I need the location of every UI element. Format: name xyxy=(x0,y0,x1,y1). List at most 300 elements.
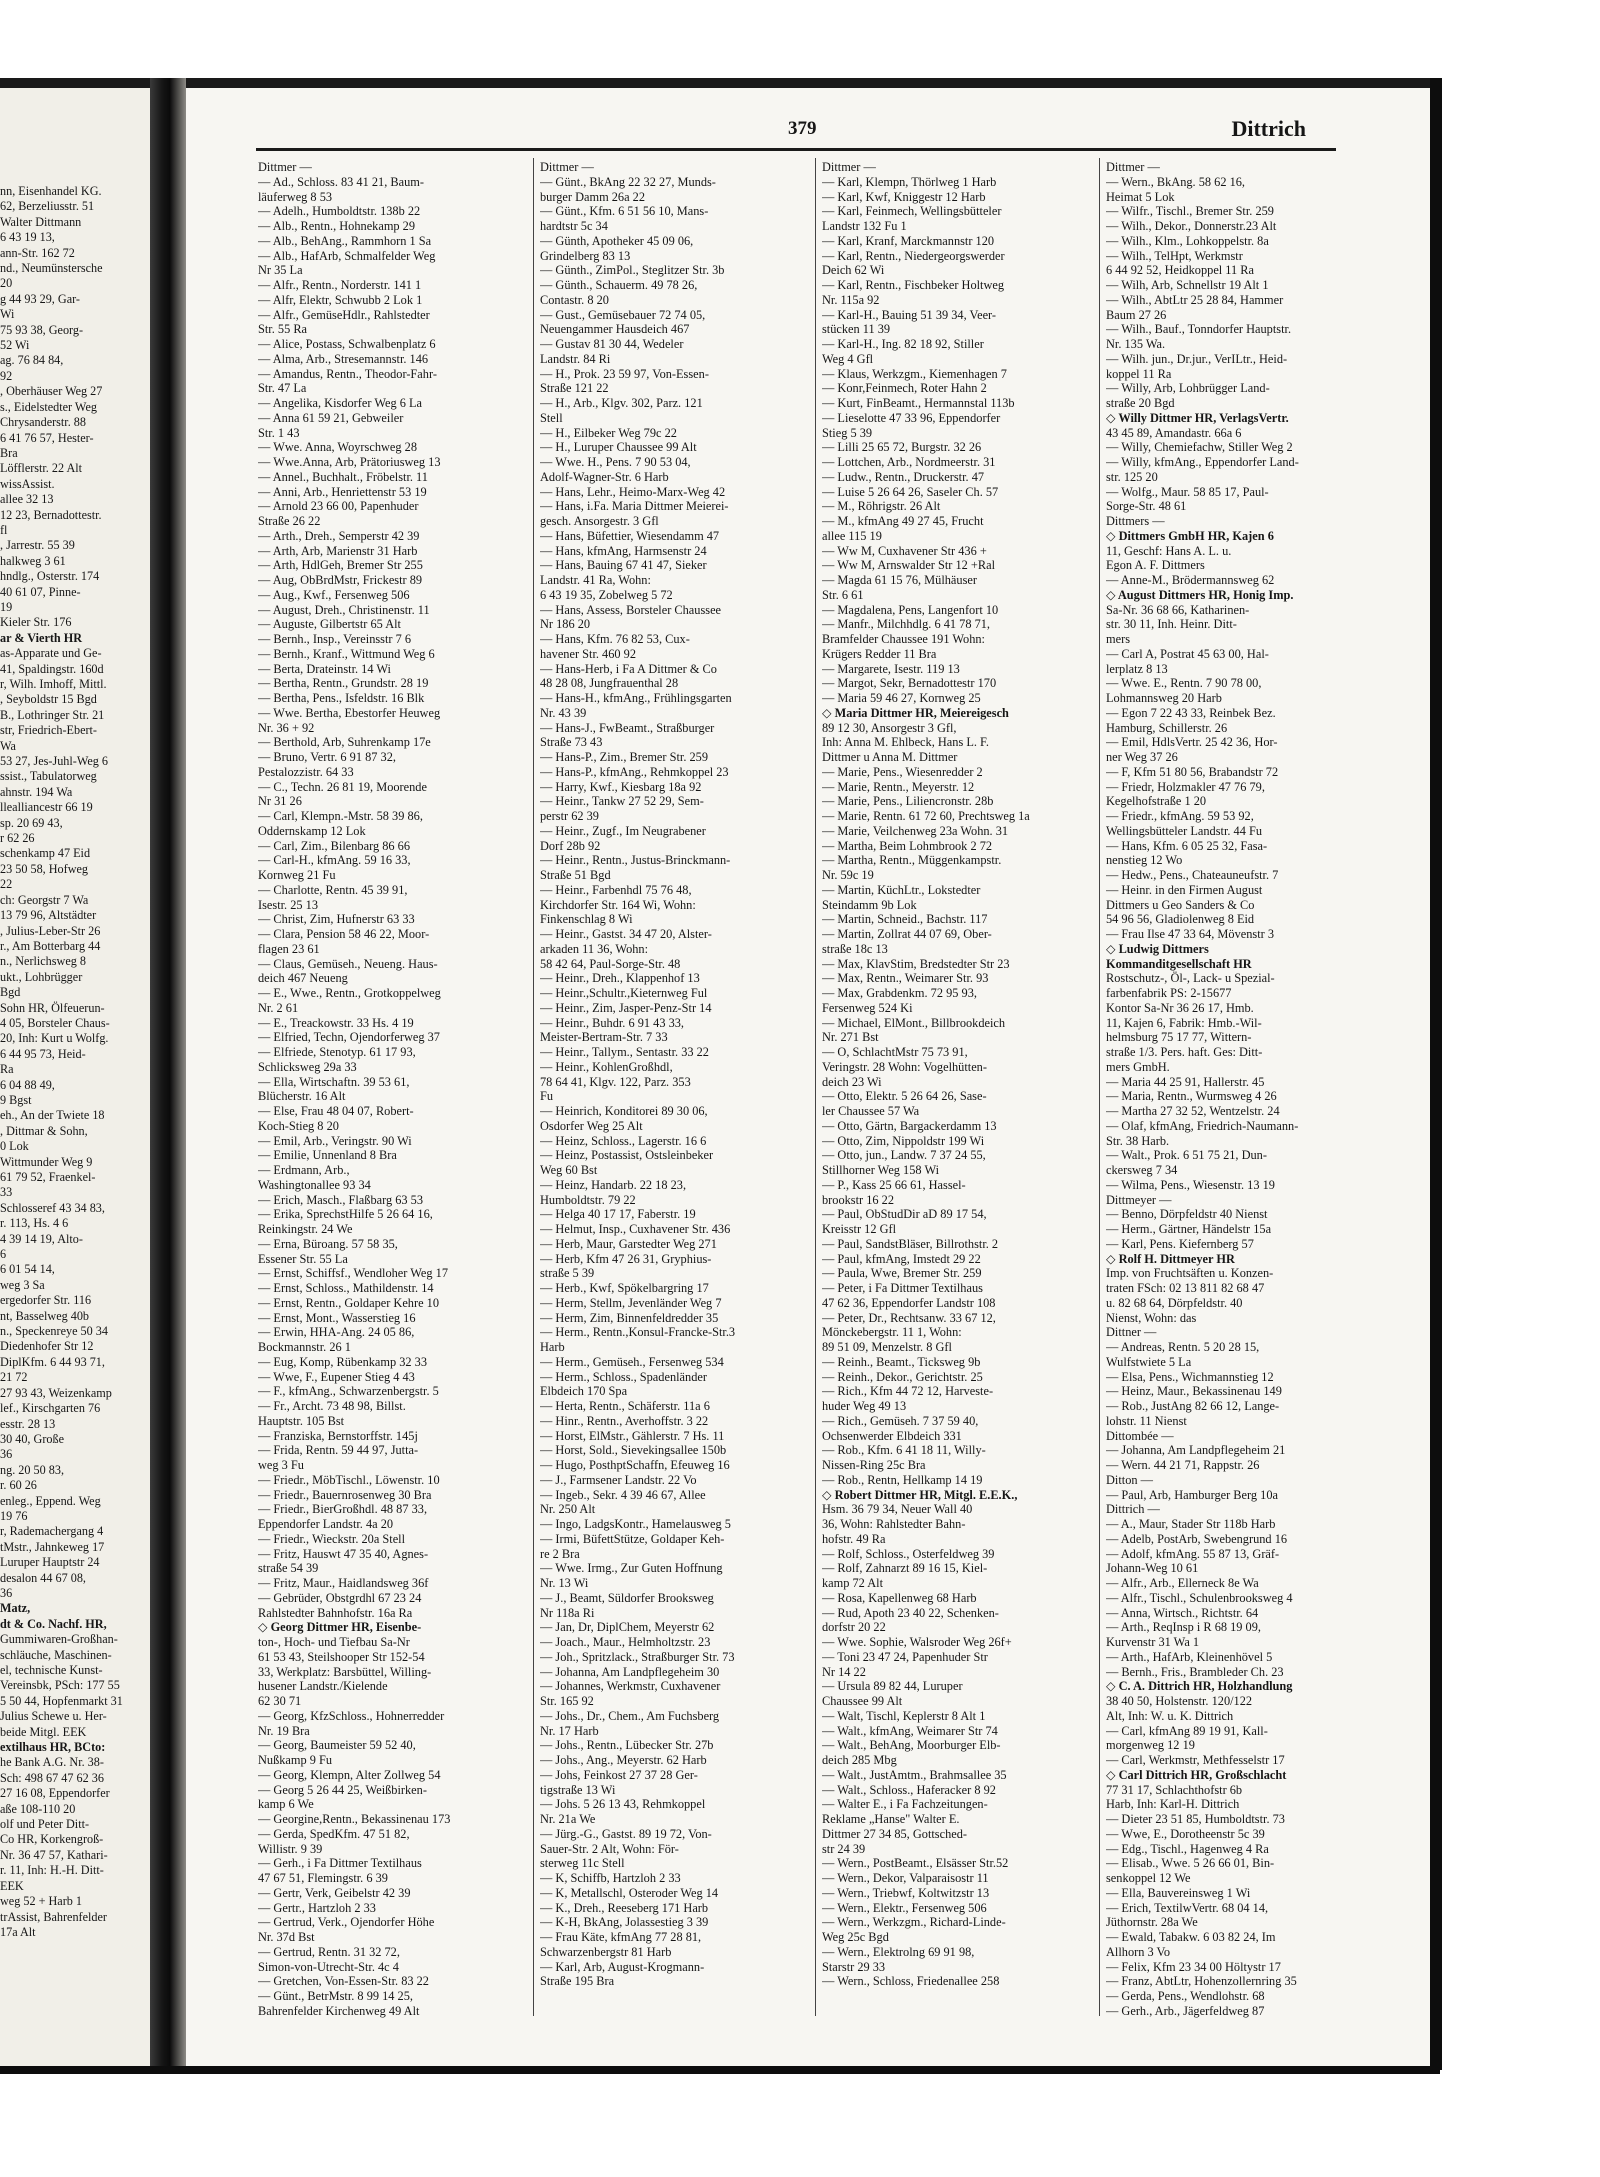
directory-entry-line: ckersweg 7 34 xyxy=(1106,1163,1178,1177)
page-number: 379 xyxy=(788,118,817,139)
directory-entry-line: — Arth, Arb, Marienstr 31 Harb xyxy=(258,543,418,558)
directory-entry-line: — Emil, Arb., Veringstr. 90 Wi xyxy=(258,1133,412,1148)
directory-entry-line: Wellingsbütteler Landstr. 44 Fu xyxy=(1106,823,1263,838)
directory-entry-line: — Carl, Werkmstr, Methfesselstr 17 xyxy=(1106,1753,1285,1767)
directory-entry-line: — Rob., Rentn, Hellkamp 14 19 xyxy=(822,1472,983,1487)
directory-entry-line: Nr. 250 Alt xyxy=(540,1502,596,1517)
directory-entry-line: — Magda 61 15 76, Mülhäuser xyxy=(822,573,977,587)
directory-entry-line: — A., Maur, Stader Str 118b Harb xyxy=(1106,1517,1276,1531)
directory-entry-line: — Wern., Triebwf, Koltwitzstr 13 xyxy=(822,1885,990,1900)
directory-entry-line: sterweg 11c Stell xyxy=(540,1856,625,1871)
directory-entry-line: — Franz, AbtLtr, Hohenzollernring 35 xyxy=(1106,1974,1297,1989)
directory-entry-line: — Johanna, Am Landpflegeheim 21 xyxy=(1106,1443,1286,1458)
directory-entry-line: traten FSch: 02 13 811 82 68 47 xyxy=(1106,1281,1265,1295)
directory-entry-line: — Heinr.,Schultr.,Kieternweg Ful xyxy=(540,986,708,1000)
directory-entry-line: Kreisstr 12 Gfl xyxy=(822,1222,897,1236)
directory-entry-line: Nr. 115a 92 xyxy=(822,292,880,307)
directory-entry-line: — Manfr., Milchhdlg. 6 41 78 71, xyxy=(822,617,991,632)
directory-entry-line: — M., kfmAng 49 27 45, Frucht xyxy=(822,514,984,528)
directory-entry-line: — Rosa, Kapellenweg 68 Harb xyxy=(822,1590,977,1605)
directory-entry-line: Wi xyxy=(0,307,15,322)
directory-entry-line: — Johs, Feinkost 27 37 28 Ger- xyxy=(540,1767,698,1782)
directory-entry-line: ch: Georgstr 7 Wa xyxy=(0,892,89,907)
directory-entry-line: — Wwe. H., Pens. 7 90 53 04, xyxy=(540,455,691,469)
directory-entry-line: — Johs. 5 26 13 43, Rehmkoppel xyxy=(540,1797,706,1812)
page-top-edge xyxy=(0,78,1440,88)
page-bottom-edge xyxy=(0,2066,1440,2074)
directory-entry-line: 5 50 44, Hopfenmarkt 31 xyxy=(0,1693,123,1708)
directory-entry-line: — Maria 44 25 91, Hallerstr. 45 xyxy=(1106,1074,1265,1089)
directory-entry-line: — Elfried, Techn, Ojendorferweg 37 xyxy=(258,1030,440,1045)
directory-entry-line: — Wwe. Sophie, Walsroder Weg 26f+ xyxy=(822,1635,1012,1649)
directory-entry-line: re 2 Bra xyxy=(540,1546,580,1561)
directory-entry-line: Ra xyxy=(0,1062,14,1077)
directory-entry-line: esstr. 28 13 xyxy=(0,1416,56,1431)
page-right-edge xyxy=(1430,78,1442,2070)
directory-entry-line: — Aug, ObBrdMstr, Frickestr 89 xyxy=(258,573,423,587)
directory-entry-line: — Margarete, Isestr. 119 13 xyxy=(822,661,960,676)
directory-entry-line: Str. 55 Ra xyxy=(258,322,308,337)
directory-entry-line: — Wern., BkAng. 58 62 16, xyxy=(1106,174,1246,189)
directory-entry-line: — Karl, Rentn., Niedergeorgswerder xyxy=(822,248,1005,263)
directory-entry-line: — Elsa, Pens., Wichmannstieg 12 xyxy=(1106,1369,1274,1384)
directory-entry-line: — Johs., Dr., Chem., Am Fuchsberg xyxy=(540,1708,720,1723)
directory-entry-line: — Christ, Zim, Hufnerstr 63 33 xyxy=(258,912,415,927)
column-divider xyxy=(815,158,816,2016)
directory-entry-line: — Friedr., Wieckstr. 20a Stell xyxy=(258,1531,406,1546)
directory-entry-line: — Ad., Schloss. 83 41 21, Baum- xyxy=(258,174,424,189)
directory-entry-line: Chaussee 99 Alt xyxy=(822,1694,903,1708)
directory-entry-line: — Wilh., AbtLtr 25 28 84, Hammer xyxy=(1106,292,1284,307)
column-2 xyxy=(540,160,812,1989)
directory-entry-line: — Wwe, E., Dorotheenstr 5c 39 xyxy=(1106,1826,1265,1841)
directory-entry-line: — Ernst, Schiffsf., Wendloher Weg 17 xyxy=(258,1266,449,1281)
directory-entry-line: Vereinsbk, PSch: 177 55 xyxy=(0,1678,120,1693)
directory-entry-line: ler Chaussee 57 Wa xyxy=(822,1104,920,1118)
directory-entry-line: — Arth., HafArb, Kleinenhövel 5 xyxy=(1106,1649,1273,1664)
directory-entry-line: — Andreas, Rentn. 5 20 28 15, xyxy=(1106,1340,1260,1354)
directory-entry-line: ◇ Rolf H. Dittmeyer HR xyxy=(1106,1251,1235,1266)
directory-entry-line: 92 xyxy=(0,368,13,383)
directory-entry-line: Bramfelder Chaussee 191 Wohn: xyxy=(822,632,985,646)
directory-entry-line: 27 93 43, Weizenkamp xyxy=(0,1385,112,1400)
directory-entry-line: — Wilfr., Tischl., Bremer Str. 259 xyxy=(1106,204,1274,219)
directory-entry-line: 21 72 xyxy=(0,1370,28,1385)
directory-entry-line: — Frida, Rentn. 59 44 97, Jutta- xyxy=(258,1443,419,1458)
directory-entry-line: 38 40 50, Holstenstr. 120/122 xyxy=(1106,1694,1253,1708)
directory-entry-line: — Paul, kfmAng, Imstedt 29 22 xyxy=(822,1251,981,1266)
directory-entry-line: — Erich, Masch., Flaßbarg 63 53 xyxy=(258,1192,424,1207)
directory-entry-line: Landstr 132 Fu 1 xyxy=(822,219,907,233)
directory-entry-line: — J., Farmsener Landstr. 22 Vo xyxy=(540,1472,697,1487)
directory-entry-line: tMstr., Jahnkeweg 17 xyxy=(0,1539,105,1554)
directory-entry-line: schläuche, Maschinen- xyxy=(0,1647,112,1662)
directory-entry-line: flagen 23 61 xyxy=(258,941,320,956)
directory-entry-line: — Fr., Archt. 73 48 98, Billst. xyxy=(258,1399,406,1413)
directory-entry-line: 23 50 58, Hofweg xyxy=(0,861,89,876)
directory-entry-line: — Alb., Rentn., Hohnekamp 29 xyxy=(258,219,416,233)
directory-entry-line: — Herm., Rentn.,Konsul-Francke-Str.3 xyxy=(540,1325,736,1340)
directory-entry-line: Fu xyxy=(540,1089,554,1104)
directory-entry-line: — Paul, SandstBläser, Billrothstr. 2 xyxy=(822,1236,999,1251)
directory-entry-line: — K., Dreh., Reeseberg 171 Harb xyxy=(540,1900,709,1915)
directory-entry-line: — Emil, HdlsVertr. 25 42 36, Hor- xyxy=(1106,735,1278,750)
directory-entry-line: nn, Eisenhandel KG. xyxy=(0,184,102,198)
directory-entry-line: — Konr,Feinmech, Roter Hahn 2 xyxy=(822,381,987,396)
directory-entry-line: — Max, Rentn., Weimarer Str. 93 xyxy=(822,971,989,986)
directory-entry-line: Elbdeich 170 Spa xyxy=(540,1384,628,1399)
directory-entry-line: , Julius-Leber-Str 26 xyxy=(0,923,101,938)
directory-entry-line: Str. 6 61 xyxy=(822,587,864,602)
directory-entry-line: — Hinr., Rentn., Averhoffstr. 3 22 xyxy=(540,1413,709,1428)
directory-entry-line: — Max, KlavStim, Bredstedter Str 23 xyxy=(822,956,1010,971)
directory-entry-line: Pestalozzistr. 64 33 xyxy=(258,764,354,779)
directory-entry-line: ergedorfer Str. 116 xyxy=(0,1293,92,1308)
directory-entry-line: eh., An der Twiete 18 xyxy=(0,1108,105,1123)
directory-entry-line: 36 xyxy=(0,1447,13,1462)
directory-entry-line: — Alice, Postass, Schwalbenplatz 6 xyxy=(258,337,436,351)
directory-entry-line: — Günth, Apotheker 45 09 06, xyxy=(540,233,694,248)
directory-entry-line: — Herm., Gärtner, Händelstr 15a xyxy=(1106,1222,1272,1236)
directory-entry-line: — Carl-H., kfmAng. 59 16 33, xyxy=(258,853,411,868)
directory-entry-line: Dittrich — xyxy=(1106,1502,1160,1517)
directory-entry-line: ◇ August Dittmers HR, Honig Imp. xyxy=(1106,587,1294,602)
directory-entry-line: — Otto, Zim, Nippoldstr 199 Wi xyxy=(822,1133,985,1148)
directory-entry-line: — Friedr., kfmAng. 59 53 92, xyxy=(1106,809,1254,823)
directory-entry-line: — Egon 7 22 43 33, Reinbek Bez. xyxy=(1106,705,1276,720)
directory-entry-line: 54 96 56, Gladiolenweg 8 Eid xyxy=(1106,912,1255,927)
column-divider xyxy=(533,158,534,2016)
directory-entry-line: — Maria, Rentn., Wurmsweg 4 26 xyxy=(1106,1089,1277,1104)
directory-entry-line: Nr 118a Ri xyxy=(540,1605,595,1620)
directory-entry-line: Julius Schewe u. Her- xyxy=(0,1709,107,1724)
directory-entry-line: Wittmunder Weg 9 xyxy=(0,1154,93,1169)
directory-entry-line: — Ww M, Arnswalder Str 12 +Ral xyxy=(822,558,996,573)
directory-entry-line: 78 64 41, Klgv. 122, Parz. 353 xyxy=(540,1074,691,1089)
directory-entry-line: — Gerh., Arb., Jägerfeldweg 87 xyxy=(1106,2003,1265,2018)
directory-entry-line: Contastr. 8 20 xyxy=(540,292,609,307)
directory-entry-line: — Georgine,Rentn., Bekassinenau 173 xyxy=(258,1812,451,1826)
directory-entry-line: Meister-Bertram-Str. 7 33 xyxy=(540,1030,668,1045)
directory-entry-line: 89 12 30, Ansorgestr 3 Gfl, xyxy=(822,720,957,735)
directory-entry-line: g 44 93 29, Gar- xyxy=(0,291,80,306)
directory-entry-line: Humboldtstr. 79 22 xyxy=(540,1192,636,1207)
directory-entry-line: 12 23, Bernadottestr. xyxy=(0,507,102,522)
directory-entry-line: — Bertha, Pens., Isfeldstr. 16 Blk xyxy=(258,691,425,705)
directory-entry-line: Nr 14 22 xyxy=(822,1664,866,1679)
directory-entry-line: as-Apparate und Ge- xyxy=(0,646,102,661)
directory-entry-line: n., Speckenreye 50 34 xyxy=(0,1324,108,1339)
directory-entry-line: — Toni 23 47 24, Papenhuder Str xyxy=(822,1649,988,1664)
directory-entry-line: 11, Geschf: Hans A. L. u. xyxy=(1106,543,1232,558)
directory-entry-line: Simon-von-Utrecht-Str. 4c 4 xyxy=(258,1959,399,1974)
directory-entry-line: — Horst, ElMstr., Gählerstr. 7 Hs. 11 xyxy=(540,1428,725,1443)
directory-entry-line: — Karl, Arb, August-Krogmann- xyxy=(540,1959,705,1974)
directory-entry-line: — Hans-J., FwBeamt., Straßburger xyxy=(540,720,715,735)
directory-entry-line: Dittner — xyxy=(1106,1325,1157,1340)
directory-entry-line: — Adolf, kfmAng. 55 87 13, Gräf- xyxy=(1106,1546,1280,1561)
directory-entry-line: — E., Treackowstr. 33 Hs. 4 19 xyxy=(258,1015,414,1030)
directory-entry-line: ssist., Tabulatorweg xyxy=(0,769,97,784)
directory-entry-line: Schlosseref 43 34 83, xyxy=(0,1200,105,1215)
directory-entry-line: Bockmannstr. 26 1 xyxy=(258,1340,351,1354)
directory-entry-line: — Karl, Rentn., Fischbeker Holtweg xyxy=(822,278,1005,292)
directory-entry-line: 19 xyxy=(0,599,13,614)
directory-entry-line: Harb, Inh: Karl-H. Dittrich xyxy=(1106,1797,1240,1812)
directory-entry-line: — Friedr., BierGroßhdl. 48 87 33, xyxy=(258,1502,428,1517)
directory-entry-line: — Eug, Komp, Rübenkamp 32 33 xyxy=(258,1354,428,1369)
directory-entry-line: — Paula, Wwe, Bremer Str. 259 xyxy=(822,1266,982,1281)
directory-entry-line: 61 79 52, Fraenkel- xyxy=(0,1170,96,1184)
directory-entry-line: — Joach., Maur., Helmholtzstr. 23 xyxy=(540,1635,711,1649)
directory-entry-line: lohstr. 11 Nienst xyxy=(1106,1413,1187,1428)
scan-top-margin xyxy=(0,0,1600,78)
directory-entry-line: — Amandus, Rentn., Theodor-Fahr- xyxy=(258,366,437,381)
directory-entry-line: — Rolf, Zahnarzt 89 16 15, Kiel- xyxy=(822,1561,988,1576)
directory-entry-line: Straße 51 Bgd xyxy=(540,868,611,882)
directory-entry-line: sp. 20 69 43, xyxy=(0,815,63,830)
column-4 xyxy=(1106,160,1378,2019)
column-divider xyxy=(1099,158,1100,2016)
directory-entry-line: läuferweg 8 53 xyxy=(258,189,333,204)
directory-entry-line: Nußkamp 9 Fu xyxy=(258,1753,333,1767)
running-head: Dittrich xyxy=(1231,116,1306,141)
directory-entry-line: — Rich., Kfm 44 72 12, Harveste- xyxy=(822,1384,994,1399)
directory-entry-line: — Auguste, Gilbertstr 65 Alt xyxy=(258,617,401,632)
directory-entry-line: — Herm, Zim, Binnenfeldredder 35 xyxy=(540,1310,719,1325)
directory-entry-line: Bgd xyxy=(0,985,21,1000)
directory-entry-line: — Adelh., Humboldtstr. 138b 22 xyxy=(258,204,421,219)
directory-entry-line: havener Str. 460 92 xyxy=(540,646,636,661)
directory-entry-line: Steindamm 9b Lok xyxy=(822,897,917,912)
directory-entry-line: Nr. 36 47 57, Kathari- xyxy=(0,1847,108,1862)
directory-entry-line: Adolf-Wagner-Str. 6 Harb xyxy=(540,469,669,484)
directory-entry-line: — Gertr, Verk, Geibelstr 42 39 xyxy=(258,1885,411,1900)
directory-entry-line: allee 115 19 xyxy=(822,528,882,543)
directory-entry-line: Stell xyxy=(540,410,563,425)
directory-entry-line: — Heinr., Farbenhdl 75 76 48, xyxy=(540,882,692,897)
directory-entry-line: — Wwe.Anna, Arb, Prätoriusweg 13 xyxy=(258,455,441,469)
directory-entry-line: — H., Arb., Klgv. 302, Parz. 121 xyxy=(540,396,703,410)
directory-entry-line: 6 44 92 52, Heidkoppel 11 Ra xyxy=(1106,263,1254,278)
directory-entry-line: — Adelb, PostArb, Swebengrund 16 xyxy=(1106,1531,1288,1546)
directory-entry-line: — Rolf, Schloss., Osterfeldweg 39 xyxy=(822,1546,995,1561)
directory-entry-line: — Heinz, Maur., Bekassinenau 149 xyxy=(1106,1384,1282,1399)
directory-entry-line: Nr. 36 + 92 xyxy=(258,720,315,735)
directory-entry-line: — Günth., Schauerm. 49 78 26, xyxy=(540,278,698,292)
directory-entry-line: — Bernh., Kranf., Wittmund Weg 6 xyxy=(258,646,435,661)
directory-entry-line: Sorge-Str. 48 61 xyxy=(1106,499,1187,514)
directory-entry-line: extilhaus HR, BCto: xyxy=(0,1740,106,1755)
directory-entry-line: burger Damm 26a 22 xyxy=(540,189,646,204)
directory-entry-line: — Lilli 25 65 72, Burgstr. 32 26 xyxy=(822,440,982,455)
directory-entry-line: — Wwe. Bertha, Ebestorfer Heuweg xyxy=(258,705,441,720)
directory-entry-line: 41, Spaldingstr. 160d xyxy=(0,661,104,676)
directory-entry-line: 47 62 36, Eppendorfer Landstr 108 xyxy=(822,1295,996,1310)
directory-entry-line: 17a Alt xyxy=(0,1924,36,1939)
directory-entry-line: — Hans, Kfm. 76 82 53, Cux- xyxy=(540,632,690,646)
directory-entry-line: , Dittmar & Sohn, xyxy=(0,1123,88,1138)
directory-entry-line: 61 53 43, Steilshooper Str 152-54 xyxy=(258,1649,425,1664)
directory-entry-line: — Heinr., Rentn., Justus-Brinckmann- xyxy=(540,853,731,868)
directory-entry-line: dt & Co. Nachf. HR, xyxy=(0,1616,107,1631)
directory-entry-line: Harb xyxy=(540,1340,565,1354)
directory-entry-line: 6 43 19 35, Zobelweg 5 72 xyxy=(540,587,673,602)
directory-entry-line: beide Mitgl. EEK xyxy=(0,1724,87,1739)
directory-entry-line: — Helga 40 17 17, Faberstr. 19 xyxy=(540,1207,696,1222)
directory-entry-line: ahnstr. 194 Wa xyxy=(0,784,73,799)
directory-entry-line: — Anne-M., Brödermannsweg 62 xyxy=(1106,573,1275,587)
directory-entry-line: Gummiwaren-Großhan- xyxy=(0,1632,118,1647)
directory-entry-line: — Georg, Klempn, Alter Zollweg 54 xyxy=(258,1767,441,1782)
directory-entry-line: — Rud, Apoth 23 40 22, Schenken- xyxy=(822,1605,999,1620)
directory-entry-line: — Anni, Arb., Henriettenstr 53 19 xyxy=(258,484,427,499)
directory-entry-line: — Fritz, Maur., Haidlandsweg 36f xyxy=(258,1576,429,1590)
directory-entry-line: r. 60 26 xyxy=(0,1478,37,1493)
directory-entry-line: — Marie, Rentn. 61 72 60, Prechtsweg 1a xyxy=(822,809,1030,823)
directory-entry-line: — Ingeb., Sekr. 4 39 46 67, Allee xyxy=(540,1487,706,1502)
directory-entry-line: stücken 11 39 xyxy=(822,322,891,337)
directory-entry-line: Nr 186 20 xyxy=(540,617,591,632)
directory-entry-line: str, Friedrich-Ebert- xyxy=(0,723,97,738)
directory-entry-line: husener Landstr./Kielende xyxy=(258,1679,388,1694)
directory-entry-line: — Ella, Wirtschaftn. 39 53 61, xyxy=(258,1074,410,1089)
directory-entry-line: — Heinr., Dreh., Klappenhof 13 xyxy=(540,971,700,986)
directory-entry-line: — Alb., HafArb, Schmalfelder Weg xyxy=(258,248,436,263)
directory-entry-line: Str. 38 Harb. xyxy=(1106,1133,1170,1148)
directory-entry-line: — Wwe, F., Eupener Stieg 4 43 xyxy=(258,1369,415,1384)
directory-entry-line: — Wern., Elektrolng 69 91 98, xyxy=(822,1944,975,1959)
directory-entry-line: — Else, Frau 48 04 07, Robert- xyxy=(258,1104,414,1118)
directory-entry-line: — Peter, i Fa Dittmer Textilhaus xyxy=(822,1281,983,1295)
directory-entry-line: Egon A. F. Dittmers xyxy=(1106,558,1205,573)
directory-entry-line: , Jarrestr. 55 39 xyxy=(0,538,75,553)
directory-entry-line: — H., Prok. 23 59 97, Von-Essen- xyxy=(540,366,709,381)
directory-entry-line: Diedenhofer Str 12 xyxy=(0,1339,94,1354)
directory-entry-line: Walter Dittmann xyxy=(0,214,82,229)
directory-entry-line: — Walt., JustAmtm., Brahmsallee 35 xyxy=(822,1767,1007,1782)
directory-entry-line: hofstr. 49 Ra xyxy=(822,1531,886,1546)
directory-entry-line: — Erdmann, Arb., xyxy=(258,1163,350,1177)
directory-entry-line: — Günt., Kfm. 6 51 56 10, Mans- xyxy=(540,204,709,219)
directory-entry-line: — Olaf, kfmAng, Friedrich-Naumann- xyxy=(1106,1118,1299,1133)
directory-entry-line: Sohn HR, Ölfeuerun- xyxy=(0,1000,105,1015)
directory-entry-line: Weg 25c Bgd xyxy=(822,1930,889,1944)
directory-entry-line: — Dieter 23 51 85, Humboldtstr. 73 xyxy=(1106,1812,1285,1826)
directory-entry-line: 6 04 88 49, xyxy=(0,1077,55,1092)
directory-entry-line: — Alma, Arb., Stresemannstr. 146 xyxy=(258,351,429,366)
directory-entry-line: — Wilma, Pens., Wiesenstr. 13 19 xyxy=(1106,1177,1275,1192)
directory-entry-line: — Harry, Kwf., Kiesbarg 18a 92 xyxy=(540,779,702,794)
directory-entry-line: — Alfr., Tischl., Schulenbrooksweg 4 xyxy=(1106,1590,1293,1605)
directory-entry-line: — Anna, Wirtsch., Richtstr. 64 xyxy=(1106,1605,1259,1620)
directory-entry-line: 40 61 07, Pinne- xyxy=(0,584,81,599)
directory-entry-line: brookstr 16 22 xyxy=(822,1192,895,1207)
directory-entry-line: — Paul, Arb, Hamburger Berg 10a xyxy=(1106,1487,1278,1502)
directory-entry-line: — Heinr., Zugf., Im Neugrabener xyxy=(540,823,706,838)
directory-entry-line: — Walter E., i Fa Fachzeitungen- xyxy=(822,1797,988,1812)
directory-entry-line: — Hans, kfmAng, Harmsenstr 24 xyxy=(540,543,707,558)
directory-entry-line: — Ww M, Cuxhavener Str 436 + xyxy=(822,543,987,558)
directory-entry-line: — Anna 61 59 21, Gebweiler xyxy=(258,410,404,425)
directory-entry-line: — Karl-H., Ing. 82 18 92, Stiller xyxy=(822,337,984,351)
directory-entry-line: he Bank A.G. Nr. 38- xyxy=(0,1755,104,1770)
directory-entry-line: ◇ Georg Dittmer HR, Eisenbe- xyxy=(258,1620,422,1635)
directory-entry-line: — M., Röhrigstr. 26 Alt xyxy=(822,499,941,514)
directory-entry-line: Nissen-Ring 25c Bra xyxy=(822,1458,926,1472)
directory-entry-line: 62, Berzeliusstr. 51 xyxy=(0,199,95,214)
directory-entry-line: Kirchdorfer Str. 164 Wi, Wohn: xyxy=(540,897,696,912)
directory-entry-line: — Hugo, PosthptSchaffn, Efeuweg 16 xyxy=(540,1458,730,1472)
directory-entry-line: — Wilh., Bauf., Tonndorfer Hauptstr. xyxy=(1106,322,1292,337)
left-page-text xyxy=(0,184,150,1940)
directory-entry-line: — Magdalena, Pens, Langenfort 10 xyxy=(822,602,999,617)
directory-entry-line: — Hans, Assess, Borsteler Chaussee xyxy=(540,602,722,617)
directory-entry-line: ann-Str. 162 72 xyxy=(0,245,75,260)
directory-entry-line: Reinkingstr. 24 We xyxy=(258,1222,353,1236)
directory-entry-line: 22 xyxy=(0,877,13,892)
directory-entry-line: — Bernh., Insp., Vereinsstr 7 6 xyxy=(258,632,412,646)
directory-entry-line: helmsburg 75 17 77, Wittern- xyxy=(1106,1030,1252,1045)
directory-entry-line: lef., Kirschgarten 76 xyxy=(0,1401,101,1416)
directory-entry-line: r, Wilh. Imhoff, Mittl. xyxy=(0,677,107,691)
directory-entry-line: — Charlotte, Rentn. 45 39 91, xyxy=(258,882,408,897)
directory-entry-line: str 24 39 xyxy=(822,1841,866,1856)
directory-entry-line: — Marie, Pens., Liliencronstr. 28b xyxy=(822,794,994,809)
directory-entry-line: — Gertrud, Rentn. 31 32 72, xyxy=(258,1944,400,1959)
directory-entry-line: — Otto, Gärtn, Bargackerdamm 13 xyxy=(822,1118,997,1133)
directory-entry-line: — Frau Ilse 47 33 64, Mövenstr 3 xyxy=(1106,927,1274,941)
directory-entry-line: — Emilie, Unnenland 8 Bra xyxy=(258,1148,397,1163)
directory-entry-line: Ochsenwerder Elbdeich 331 xyxy=(822,1428,962,1443)
directory-entry-line: — August, Dreh., Christinenstr. 11 xyxy=(258,602,430,617)
directory-entry-line: — Peter, Dr., Rechtsanw. 33 67 12, xyxy=(822,1310,996,1325)
directory-entry-line: Starstr 29 33 xyxy=(822,1959,886,1974)
directory-entry-line: Nr. 21a We xyxy=(540,1812,596,1826)
directory-entry-line: desalon 44 67 08, xyxy=(0,1570,86,1585)
directory-entry-line: 36 xyxy=(0,1585,13,1600)
directory-entry-line: — Gustav 81 30 44, Wedeler xyxy=(540,337,684,351)
directory-entry-line: Wulfstwiete 5 La xyxy=(1106,1354,1192,1369)
directory-entry-line: — Heinz, Postassist, Ostsleinbeker xyxy=(540,1148,714,1163)
directory-entry-line: Kontor Sa-Nr 36 26 17, Hmb. xyxy=(1106,1000,1254,1015)
directory-entry-line: wissAssist. xyxy=(0,476,55,491)
directory-entry-line: allee 32 13 xyxy=(0,492,54,507)
directory-entry-line: 6 43 19 13, xyxy=(0,230,55,245)
directory-entry-line: mers xyxy=(1106,632,1130,646)
directory-entry-line: — Wilh., Dekor., Donnerstr.23 Alt xyxy=(1106,219,1277,233)
directory-entry-line: 4 39 14 19, Alto- xyxy=(0,1231,83,1246)
directory-entry-line: — Wilh., TelHpt, Werkmstr xyxy=(1106,248,1243,263)
directory-entry-line: — Elfriede, Stenotyp. 61 17 93, xyxy=(258,1045,416,1059)
directory-entry-line: — Reinh., Beamt., Ticksweg 9b xyxy=(822,1354,981,1369)
directory-entry-line: Rostschutz-, Öl-, Lack- u Spezial- xyxy=(1106,971,1275,986)
directory-entry-line: — Heinr., Tallym., Sentastr. 33 22 xyxy=(540,1045,709,1059)
directory-entry-line: — Frau Käte, kfmAng 77 28 81, xyxy=(540,1930,702,1944)
directory-entry-line: 20, Inh: Kurt u Wolfg. xyxy=(0,1031,109,1046)
directory-entry-line: — Ernst, Rentn., Goldaper Kehre 10 xyxy=(258,1295,439,1310)
directory-entry-line: Stillhorner Weg 158 Wi xyxy=(822,1163,940,1177)
directory-entry-line: — P., Kass 25 66 61, Hassel- xyxy=(822,1177,966,1192)
directory-entry-line: str. 30 11, Inh. Heinr. Ditt- xyxy=(1106,617,1237,632)
directory-entry-line: — Johannes, Werkmstr, Cuxhavener xyxy=(540,1679,721,1694)
directory-entry-line: — Erich, TextilwVertr. 68 04 14, xyxy=(1106,1900,1269,1915)
directory-entry-line: — Jan, Dr, DiplChem, Meyerstr 62 xyxy=(540,1620,715,1635)
directory-entry-line: — Paul, ObStudDir aD 89 17 54, xyxy=(822,1207,987,1222)
directory-entry-line: straße 1/3. Pers. haft. Ges: Ditt- xyxy=(1106,1045,1263,1059)
directory-entry-line: — Gust., Gemüsebauer 72 74 05, xyxy=(540,307,706,322)
directory-entry-line: — Joh., Spritzlack., Straßburger Str. 73 xyxy=(540,1649,735,1664)
